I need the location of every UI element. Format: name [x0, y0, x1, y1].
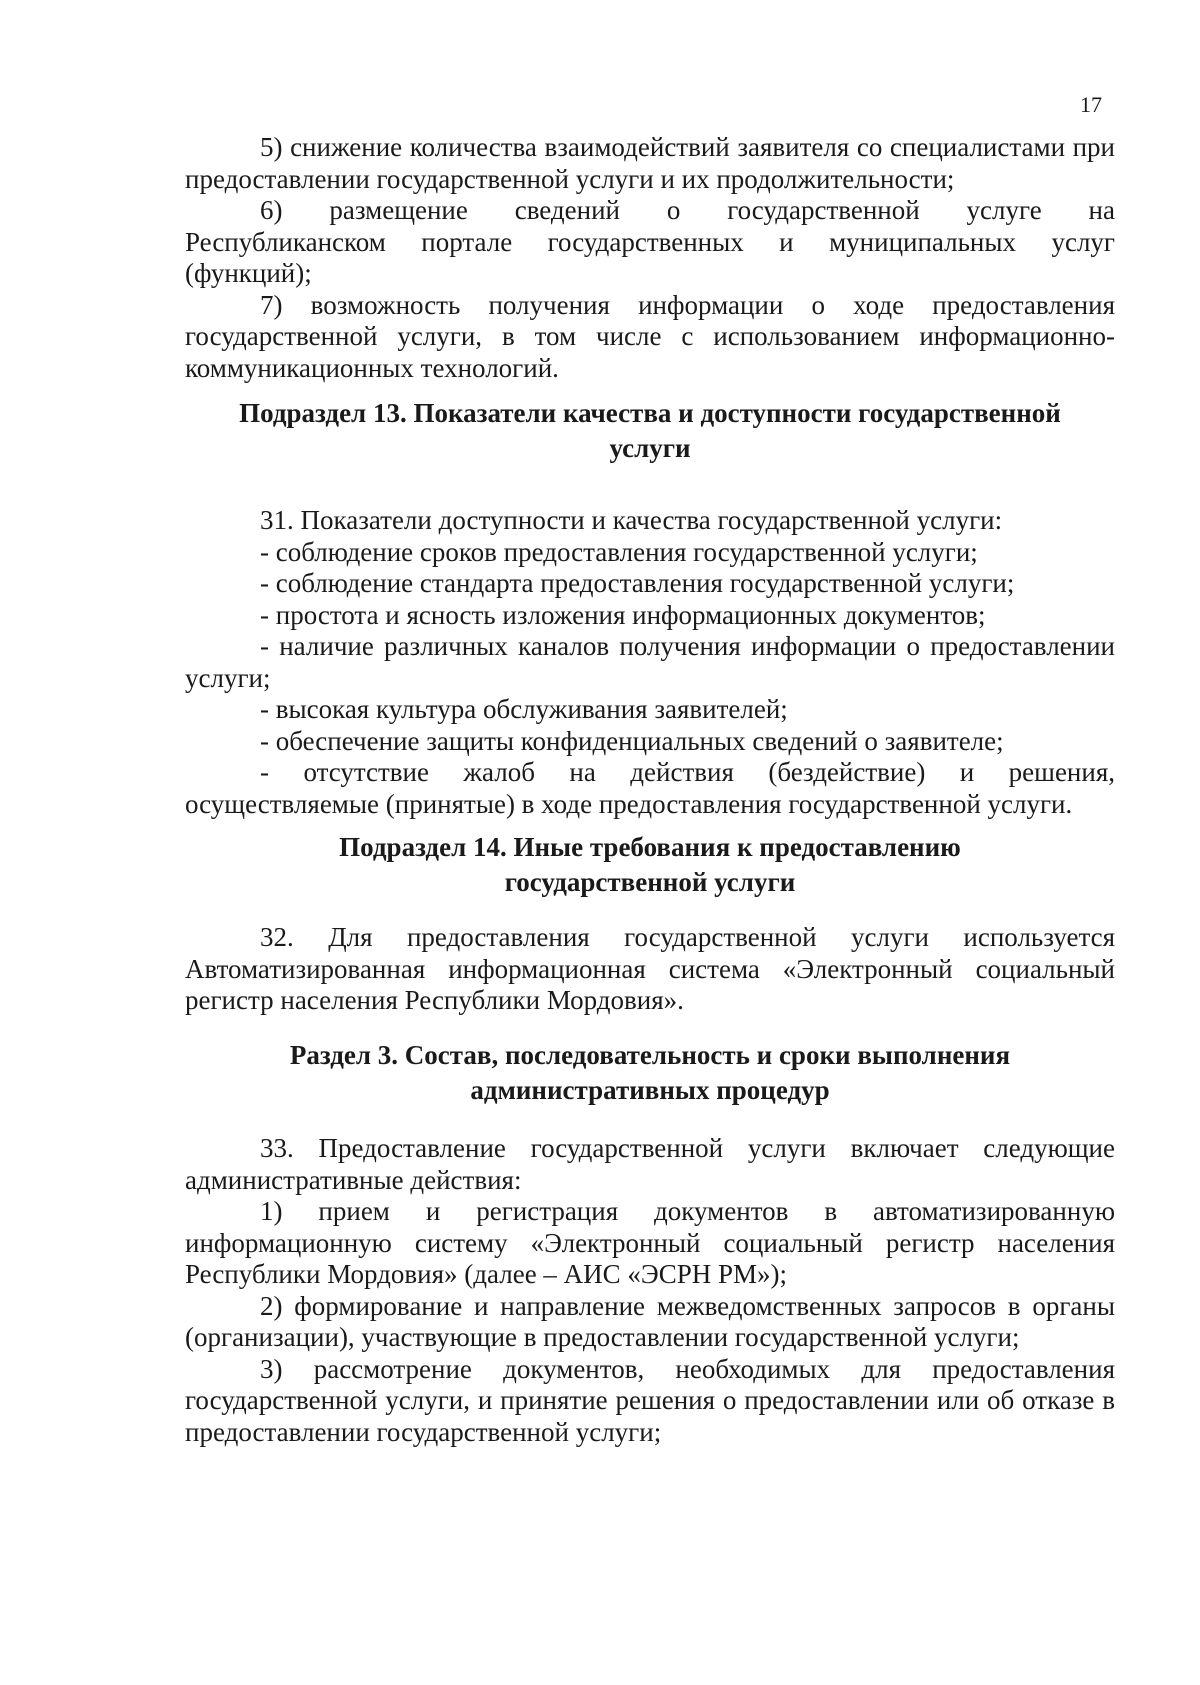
- section-3-heading: [185, 1038, 1115, 1108]
- item-7: 7) возможность получения информации о ходе предоставления государственной услуги, в том числе с использованием информационно-коммуникационных технологий.: [185, 289, 1115, 383]
- heading-line: государственной услуги: [504, 867, 796, 897]
- heading-line: административных процедур: [470, 1075, 830, 1105]
- bullet-item: - соблюдение стандарта предоставления государственной услуги;: [260, 568, 1015, 598]
- administrative-actions: [185, 1133, 1115, 1448]
- item-5: 5) снижение количества взаимодействий заявителя со специалистами при предоставлении государственной услуги и их продолжительности;: [185, 132, 1115, 194]
- bullet-item: - отсутствие жалоб на действия (бездействие) и решения, осуществляемые (принятые) в ходе предоставления государственной услуги.: [185, 757, 1115, 819]
- subsection-14-heading: [185, 830, 1115, 900]
- item-6-line-3: (функций);: [185, 258, 312, 288]
- bullet-item: - высокая культура обслуживания заявителей;: [260, 694, 788, 724]
- goals-list: [185, 132, 1115, 384]
- action-item-2: 2) формирование и направление межведомственных запросов в органы (организации), участвующие в предоставлении государственной услуги;: [185, 1290, 1115, 1352]
- subsection-13-heading: [185, 396, 1115, 466]
- item-6-line-2: Республиканском портале государственных и муниципальных услуг: [185, 226, 1115, 257]
- heading-line: Подраздел 14. Иные требования к предоставлению: [339, 832, 961, 862]
- paragraph-33: 33. Предоставление государственной услуги включает следующие административные действия:: [185, 1133, 1115, 1195]
- quality-indicators: [185, 505, 1115, 820]
- heading-line: Подраздел 13. Показатели качества и доступности государственной: [239, 398, 1061, 428]
- paragraph-32-block: [185, 922, 1115, 1017]
- heading-line: услуги: [609, 433, 691, 463]
- paragraph-31: 31. Показатели доступности и качества государственной услуги:: [260, 505, 1003, 535]
- page-number: 17: [1080, 92, 1102, 117]
- bullet-item: - наличие различных каналов получения информации о предоставлении услуги;: [185, 631, 1115, 693]
- paragraph-32: 32. Для предоставления государственной услуги используется Автоматизированная информационная система «Электронный социальный регистр населения Республики Мордовия».: [185, 922, 1115, 1015]
- bullet-item: - обеспечение защиты конфиденциальных сведений о заявителе;: [260, 725, 1004, 756]
- bullet-item: - простота и ясность изложения информационных документов;: [260, 599, 986, 630]
- action-item-1: 1) прием и регистрация документов в автоматизированную информационную систему «Электронный социальный регистр населения Республики Мордовия» (далее – АИС «ЭСРН РМ»);: [185, 1196, 1115, 1289]
- action-item-3: 3) рассмотрение документов, необходимых для предоставления государственной услуги, и принятие решения о предоставлении или об отказе в предоставлении государственной услуги;: [185, 1353, 1115, 1447]
- heading-line: Раздел 3. Состав, последовательность и сроки выполнения: [289, 1040, 1011, 1070]
- item-6-line-1: 6) размещение сведений о государственной услуге на: [260, 195, 1115, 225]
- bullet-item: - соблюдение сроков предоставления государственной услуги;: [260, 536, 978, 567]
